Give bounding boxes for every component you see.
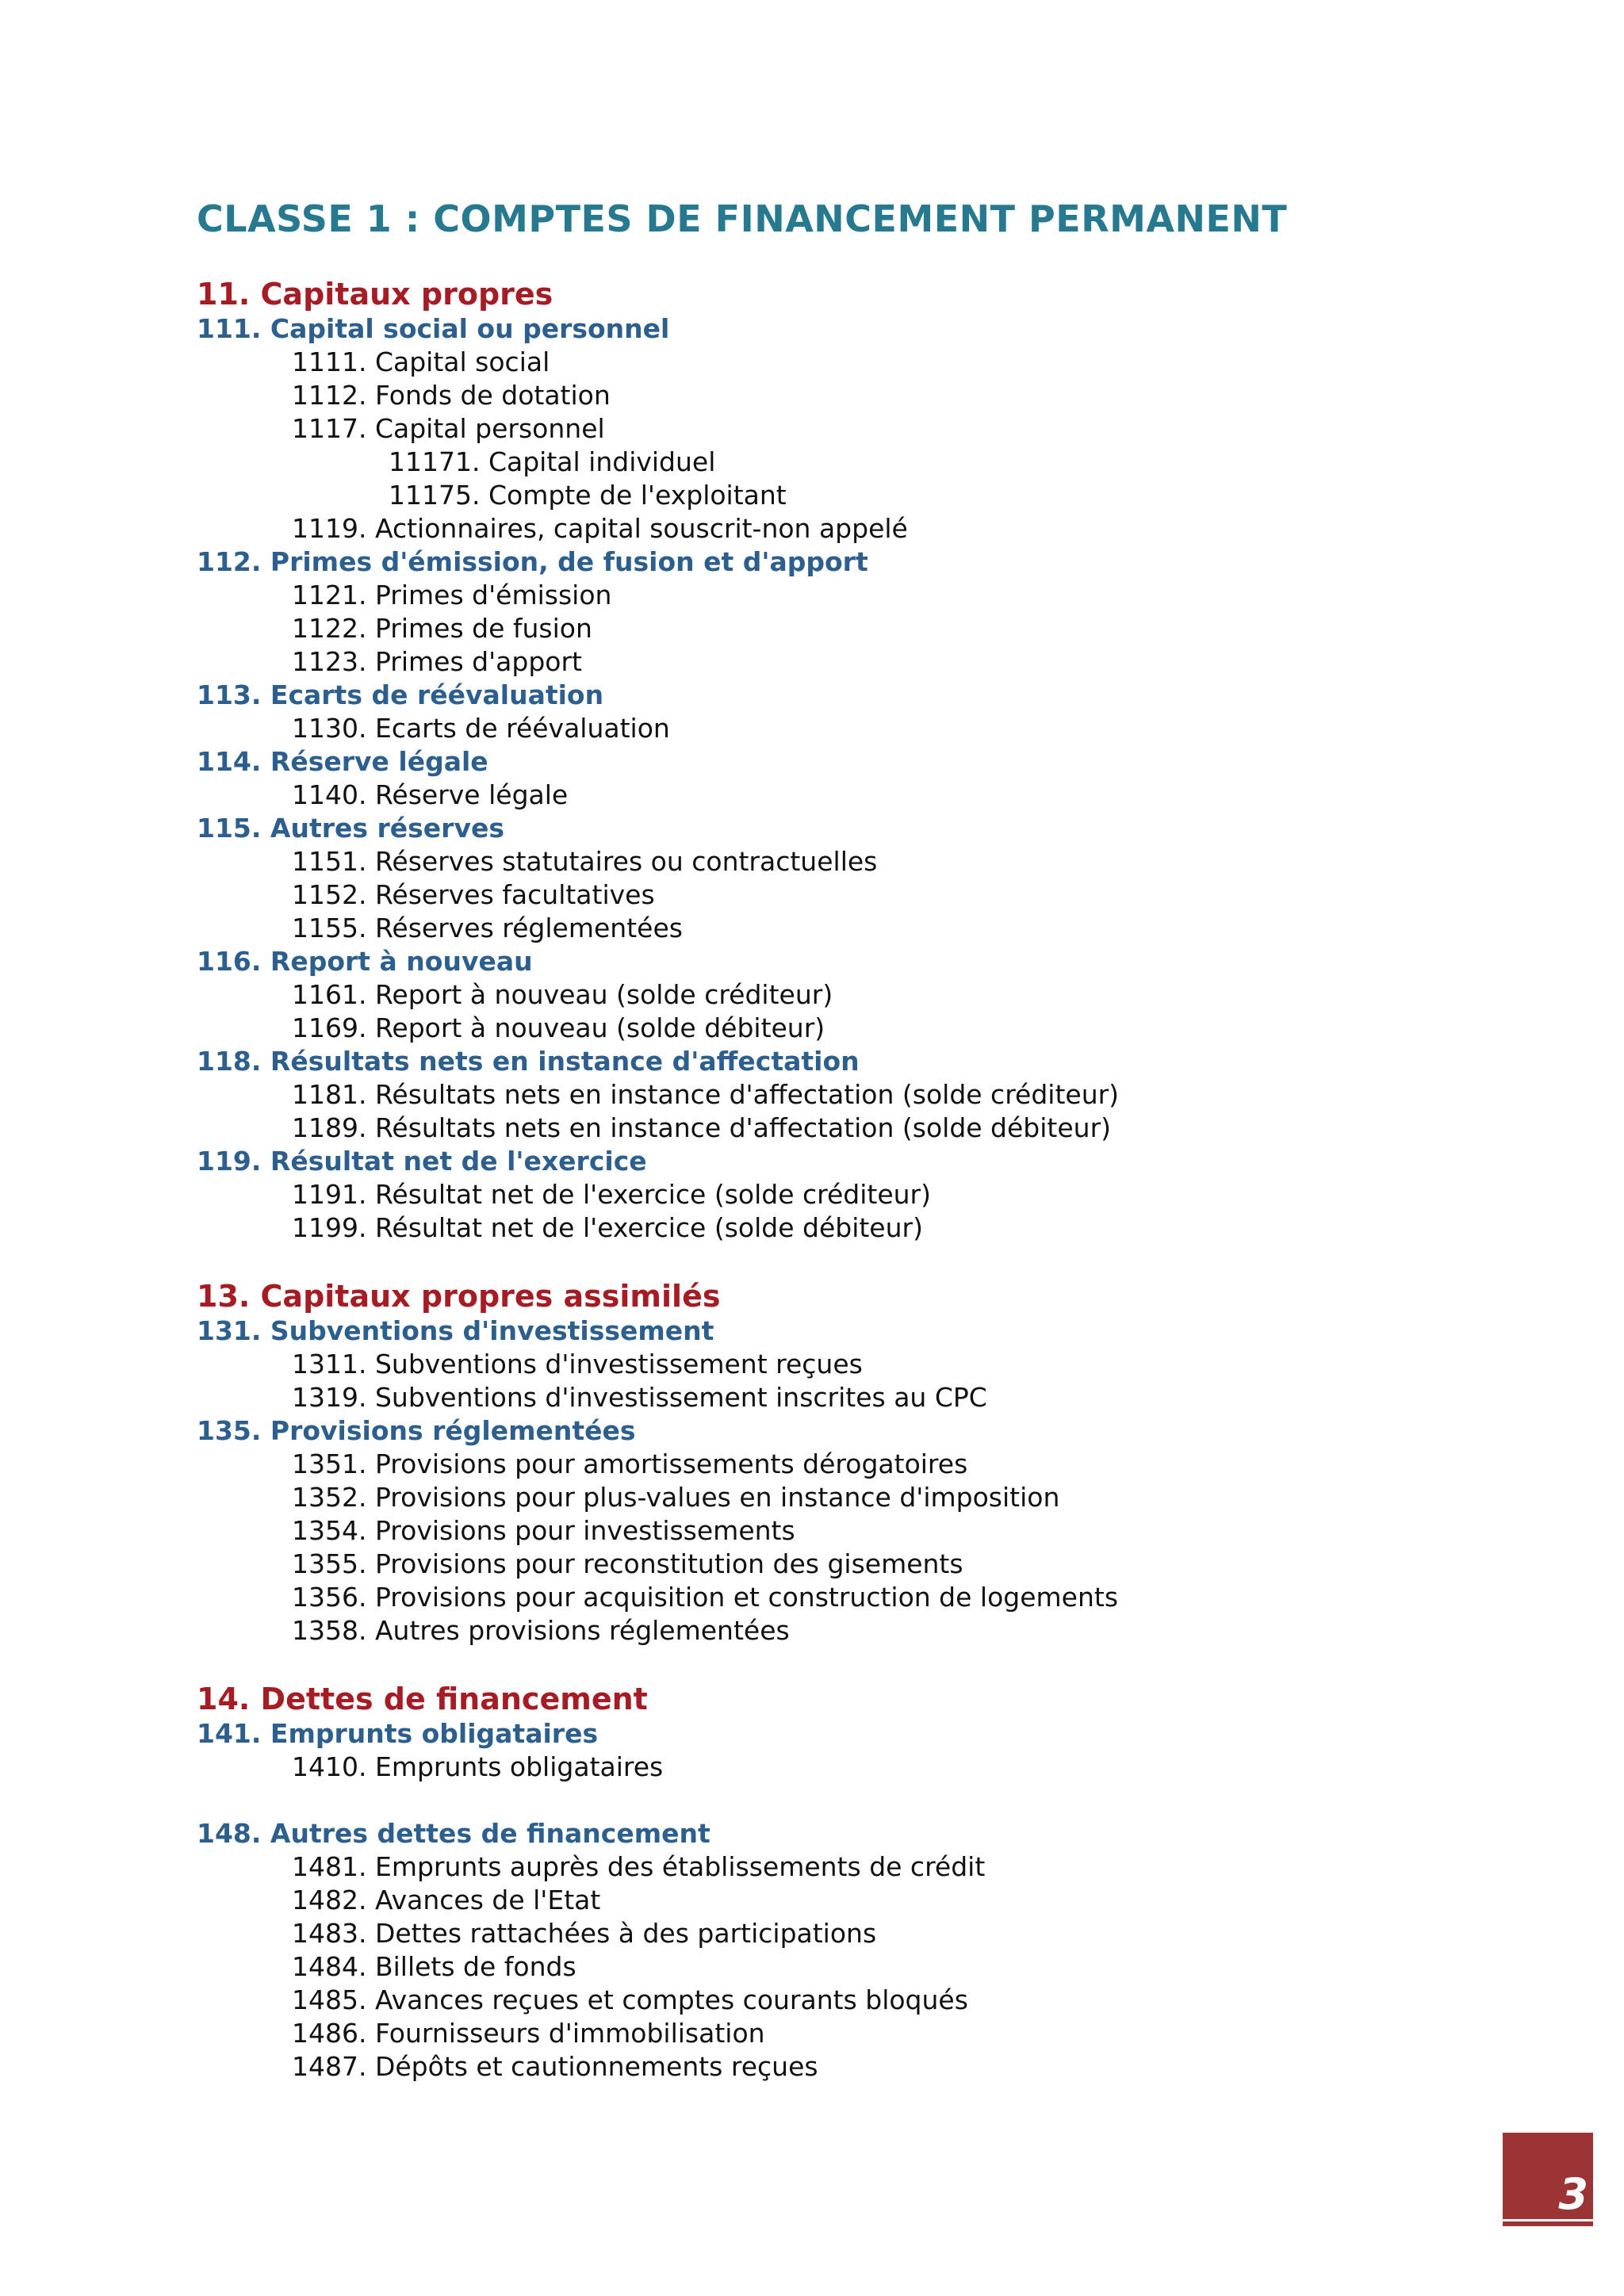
account-group-title: 141. Emprunts obligataires [197, 1718, 599, 1749]
account-item: 1319. Subventions d'investissement inscrites au CPC [292, 1382, 987, 1413]
account-group-title: 113. Ecarts de réévaluation [197, 679, 604, 710]
account-item: 1111. Capital social [292, 346, 550, 377]
account-item: 1355. Provisions pour reconstitution des gisements [292, 1548, 963, 1579]
account-group-title: 116. Report à nouveau [197, 946, 533, 977]
account-item: 1410. Emprunts obligataires [292, 1751, 664, 1782]
account-item: 1191. Résultat net de l'exercice (solde créditeur) [292, 1179, 932, 1210]
account-group-title: 135. Provisions réglementées [197, 1415, 636, 1446]
account-item: 1352. Provisions pour plus-values en instance d'imposition [292, 1482, 1060, 1513]
account-item: 1351. Provisions pour amortissements dérogatoires [292, 1448, 968, 1479]
sub-account-item: 11171. Capital individuel [389, 446, 716, 477]
document-body [197, 193, 1561, 2117]
account-class-section [197, 1681, 1561, 2084]
section-title: 14. Dettes de financement [197, 1682, 648, 1716]
spacer [197, 1784, 1561, 1817]
account-group-title: 111. Capital social ou personnel [197, 313, 670, 344]
account-group-title: 115. Autres réserves [197, 813, 504, 844]
account-item: 1486. Fournisseurs d'immobilisation [292, 2018, 765, 2049]
account-item: 1484. Billets de fonds [292, 1951, 576, 1982]
account-item: 1130. Ecarts de réévaluation [292, 713, 670, 744]
account-class-section [197, 276, 1561, 1245]
account-class-section [197, 1278, 1561, 1647]
account-item: 1169. Report à nouveau (solde débiteur) [292, 1012, 825, 1043]
account-item: 1354. Provisions pour investissements [292, 1515, 795, 1546]
account-item: 1311. Subventions d'investissement reçues [292, 1349, 863, 1380]
page-number-badge [1503, 2133, 1593, 2226]
page-title: CLASSE 1 : COMPTES DE FINANCEMENT PERMANENT [197, 197, 1288, 240]
account-item: 1155. Réserves réglementées [292, 913, 683, 943]
account-sections [197, 276, 1561, 2084]
account-group-title: 112. Primes d'émission, de fusion et d'apport [197, 546, 868, 577]
account-item: 1199. Résultat net de l'exercice (solde débiteur) [292, 1212, 923, 1243]
account-group-title: 119. Résultat net de l'exercice [197, 1146, 647, 1177]
account-item: 1117. Capital personnel [292, 413, 605, 444]
account-group-title: 114. Réserve légale [197, 746, 488, 777]
account-item: 1482. Avances de l'Etat [292, 1885, 601, 1915]
account-item: 1140. Réserve légale [292, 779, 569, 810]
page-number-underline [1503, 2219, 1593, 2221]
account-item: 1152. Réserves facultatives [292, 879, 655, 910]
account-group-title: 131. Subventions d'investissement [197, 1315, 714, 1346]
account-item: 1181. Résultats nets en instance d'affectation (solde créditeur) [292, 1079, 1120, 1110]
account-item: 1161. Report à nouveau (solde créditeur) [292, 979, 833, 1010]
section-title: 13. Capitaux propres assimilés [197, 1279, 721, 1314]
account-item: 1189. Résultats nets en instance d'affectation (solde débiteur) [292, 1112, 1112, 1143]
account-item: 1481. Emprunts auprès des établissements de crédit [292, 1851, 986, 1882]
account-item: 1483. Dettes rattachées à des participations [292, 1918, 877, 1949]
account-item: 1123. Primes d'apport [292, 646, 582, 677]
account-item: 1119. Actionnaires, capital souscrit-non appelé [292, 513, 908, 544]
section-title: 11. Capitaux propres [197, 277, 553, 312]
account-item: 1121. Primes d'émission [292, 580, 612, 610]
account-item: 1358. Autres provisions réglementées [292, 1615, 790, 1646]
page-number: 3 [1558, 2169, 1588, 2219]
account-item: 1112. Fonds de dotation [292, 380, 611, 411]
account-item: 1487. Dépôts et cautionnements reçues [292, 2051, 818, 2082]
account-item: 1151. Réserves statutaires ou contractuelles [292, 846, 878, 877]
account-item: 1122. Primes de fusion [292, 613, 592, 644]
sub-account-item: 11175. Compte de l'exploitant [389, 480, 787, 511]
account-group-title: 118. Résultats nets en instance d'affectation [197, 1046, 860, 1077]
account-item: 1356. Provisions pour acquisition et construction de logements [292, 1582, 1119, 1613]
account-group-title: 148. Autres dettes de financement [197, 1818, 710, 1849]
account-item: 1485. Avances reçues et comptes courants bloqués [292, 1984, 968, 2015]
